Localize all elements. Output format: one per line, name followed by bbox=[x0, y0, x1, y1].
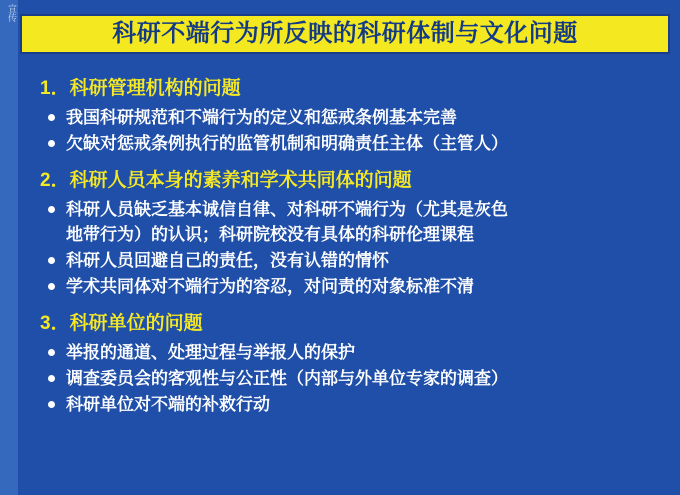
bullet-text: 科研单位对不端的补救行动 bbox=[66, 395, 270, 414]
bullet-dot-icon bbox=[48, 140, 55, 147]
bullet-text-line2: 地带行为）的认识；科研院校没有具体的科研伦理课程 bbox=[66, 225, 474, 244]
section-3-bullets bbox=[22, 340, 672, 417]
section-spacer bbox=[22, 301, 672, 309]
bullet-dot-icon bbox=[48, 349, 55, 356]
bullet-text: 科研人员回避自己的责任，没有认错的情怀 bbox=[66, 251, 389, 270]
list-item bbox=[22, 197, 672, 247]
bullet-dot-icon bbox=[48, 375, 55, 382]
bullet-dot-icon bbox=[48, 283, 55, 290]
bullet-dot-icon bbox=[48, 401, 55, 408]
bullet-text: 调查委员会的客观性与公正性（内部与外单位专家的调查） bbox=[66, 369, 508, 388]
bullet-text: 学术共同体对不端行为的容忍，对问责的对象标准不清 bbox=[66, 277, 474, 296]
section-2 bbox=[22, 166, 672, 299]
left-side-strip bbox=[0, 0, 18, 495]
bullet-dot-icon bbox=[48, 114, 55, 121]
page-title: 科研不端行为所反映的科研体制与文化问题 bbox=[112, 20, 578, 47]
list-item bbox=[22, 131, 672, 156]
bullet-text: 欠缺对惩戒条例执行的监管机制和明确责任主体（主管人） bbox=[66, 134, 508, 153]
bullet-dot-icon bbox=[48, 257, 55, 264]
list-item bbox=[22, 366, 672, 391]
list-item bbox=[22, 392, 672, 417]
section-2-bullets bbox=[22, 197, 672, 299]
bullet-dot-icon bbox=[48, 206, 55, 213]
section-spacer bbox=[22, 158, 672, 166]
section-1-bullets bbox=[22, 105, 672, 156]
section-1-heading: 1．科研管理机构的问题 bbox=[40, 78, 241, 99]
section-2-heading: 2．科研人员本身的素养和学术共同体的问题 bbox=[40, 170, 412, 191]
bullet-text: 我国科研规范和不端行为的定义和惩戒条例基本完善 bbox=[66, 108, 457, 127]
section-3 bbox=[22, 309, 672, 417]
list-item bbox=[22, 105, 672, 130]
list-item bbox=[22, 248, 672, 273]
slide-content bbox=[22, 74, 672, 489]
list-item bbox=[22, 340, 672, 365]
bullet-text: 举报的通道、处理过程与举报人的保护 bbox=[66, 343, 355, 362]
bullet-text: 科研人员缺乏基本诚信自律、对科研不端行为（尤其是灰色 bbox=[66, 200, 508, 219]
left-side-label: 宣传 bbox=[7, 4, 17, 22]
list-item bbox=[22, 274, 672, 299]
slide-title-bar bbox=[20, 14, 670, 54]
section-3-heading: 3．科研单位的问题 bbox=[40, 313, 203, 334]
section-1 bbox=[22, 74, 672, 156]
